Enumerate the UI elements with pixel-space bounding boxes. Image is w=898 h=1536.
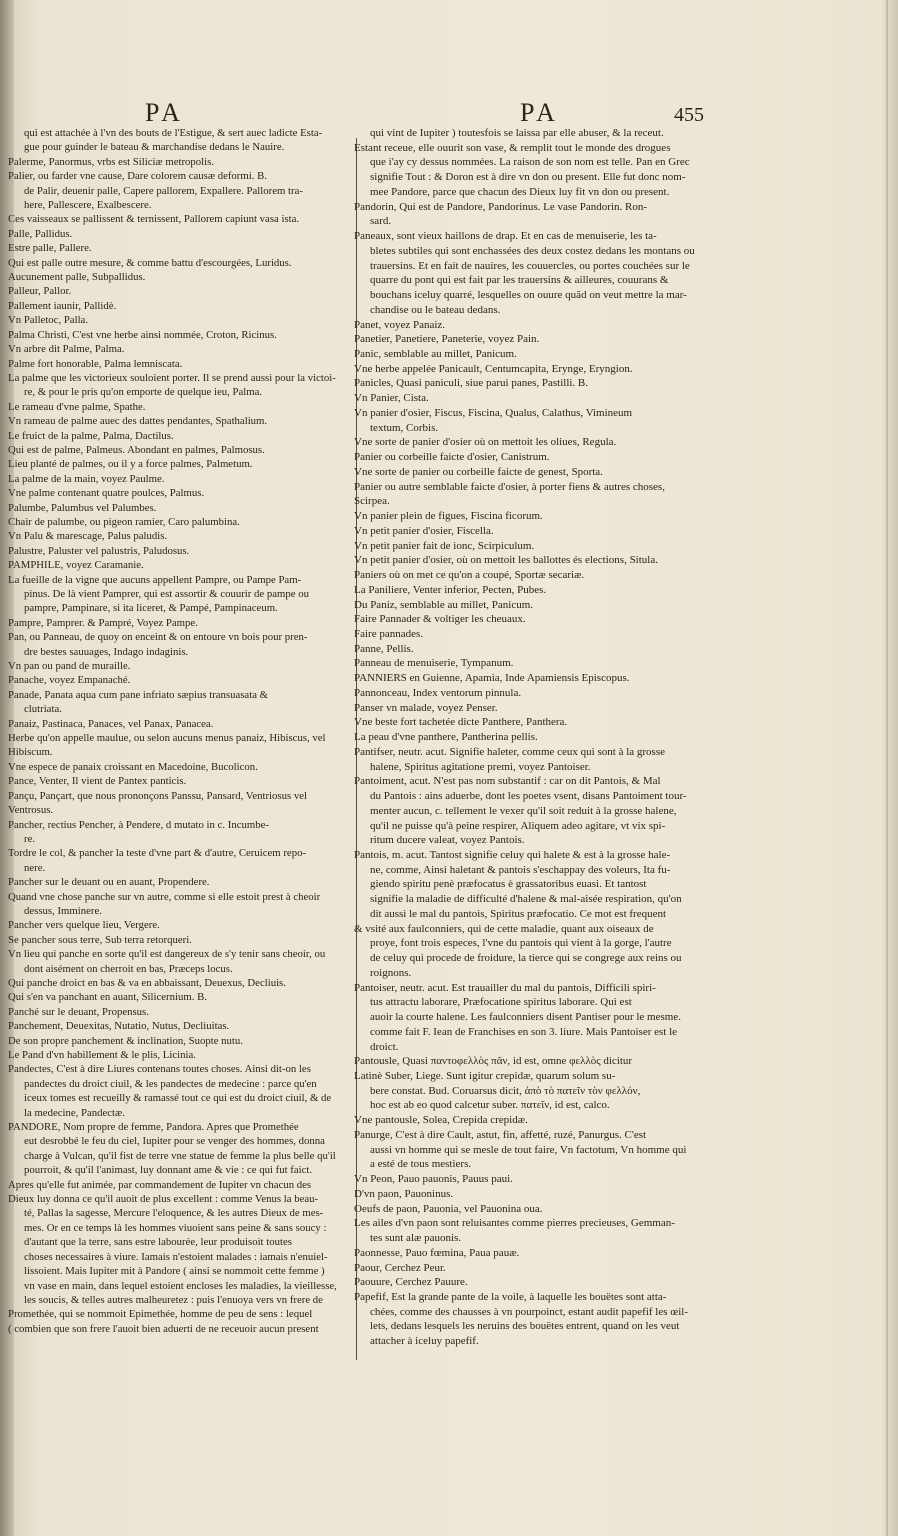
text-line: a esté de tous mestiers. (370, 1158, 472, 1171)
text-line: Du Paniz, semblable au millet, Panicum. (354, 598, 534, 611)
text-line: dit aussi le mal du pantois, Spiritus præfocatio. Ce mot est frequent (370, 907, 667, 920)
text-line: Pandectes, C'est à dire Liures contenans toutes choses. Ainsi dit-on les (8, 1063, 311, 1076)
text-line: signifie Tout : & Doron est à dire vn don ou present. Elle fut donc nom- (370, 171, 686, 184)
text-line: la medecine, Pandectæ. (24, 1106, 125, 1119)
left-column (8, 126, 368, 1336)
text-line: Ces vaisseaux se pallissent & ternissent, Pallorem capiunt vasa ista. (8, 213, 300, 226)
text-line: Vn rameau de palme auec des dattes pendantes, Spathalium. (8, 415, 268, 428)
text-line: Latinè Suber, Liege. Sunt igitur crepidæ, quarum solum su- (354, 1070, 616, 1082)
text-line: clutriata. (24, 703, 62, 716)
text-line: Chair de palumbe, ou pigeon ramier, Caro palumbina. (8, 515, 240, 528)
text-line: Panicles, Quasi paniculi, siue parui panes, Pastilli. B. (354, 377, 589, 390)
text-line: Vn panier plein de figues, Fiscina ficorum. (354, 510, 543, 523)
text-line: Pantois, m. acut. Tantost signifie celuy qui halete & est à la grosse hale- (354, 848, 671, 861)
text-line: Pantoiment, acut. N'est pas nom substantif : car on dit Pantois, & Mal (354, 775, 661, 788)
text-line: re, & pour le pris qu'on emporte de quelque ieu, Palma. (24, 386, 263, 399)
text-line: auoir la courte halene. Les faulconniers disent Pantiser pour le mesme. (370, 1011, 681, 1024)
text-line: Papefif, Est la grande pante de la voile, à laquelle les bouëtes sont atta- (354, 1291, 667, 1304)
text-line: pourroit, & qu'il l'animast, luy donnant ame & vie : ce qui fut faict. (24, 1164, 313, 1177)
text-line: Pan, ou Panneau, de quoy on enceint & on entoure vn bois pour pren- (8, 631, 308, 644)
text-line: PANDORE, Nom propre de femme, Pandora. Apres que Promethée (8, 1121, 299, 1134)
text-line: roignons. (370, 966, 412, 979)
text-line: textum, Corbis. (370, 421, 439, 434)
text-line: aussi vn homme qui se mesle de tout faire, Vn factotum, Vn homme qui (370, 1143, 687, 1156)
text-line: signifie la maladie de difficulté d'halene & mal-aisée respiration, qu'on (370, 893, 682, 906)
text-line: bouchans iceluy quarré, lesquelles on ouure quãd on veut mettre la mar- (370, 289, 687, 302)
right-column (354, 126, 714, 1349)
text-line: quarre du pont qui est fait par les trauersins & ailleures, couurans & (370, 274, 669, 287)
text-line: charge à Vulcan, qu'il fist de terre vne statue de femme la plus belle qu'il (24, 1149, 336, 1162)
text-line: Panne, Pellis. (354, 642, 414, 655)
text-line: Se pancher sous terre, Sub terra retorqueri. (8, 933, 192, 946)
text-line: Pallement iaunir, Pallidè. (8, 299, 117, 312)
text-line: Palleur, Pallor. (8, 285, 72, 298)
text-line: mes. Or en ce temps là les hommes viuoient sans peine & sans soucy : (24, 1221, 327, 1234)
text-line: Pantoiser, neutr. acut. Est trauailler du mal du pantois, Difficili spiri- (354, 981, 656, 994)
text-line: bere constat. Bud. Coruarsus dicit, ἀπὸ τὸ πατεῖν τὸν φελλόν, (370, 1084, 641, 1097)
text-line: hoc est ab eo quod calcetur suber. πατεῖν, id est, calco. (370, 1099, 610, 1112)
text-line: Qui s'en va panchant en auant, Silicernium. B. (8, 991, 207, 1004)
text-line: nere. (24, 861, 46, 874)
text-line: bletes subtiles qui sont enchassées des deux costez dedans les montans ou (370, 244, 695, 257)
page-number: 455 (674, 104, 704, 126)
text-line: Panché sur le deuant, Propensus. (8, 1005, 149, 1018)
text-line: Estre palle, Pallere. (8, 242, 92, 255)
text-line: comme fait F. Iean de Franchises en son 3. liure. Mais Pantoiser est le (370, 1025, 678, 1038)
text-line: de Palir, deuenir palle, Capere pallorem, Expallere. Pallorem tra- (24, 184, 303, 197)
text-line: Pançu, Pançart, que nous prononçons Panssu, Pansard, Ventriosus vel (8, 789, 307, 802)
text-line: & vsité aux faulconniers, qui de cette maladie, quant aux oiseaux de (354, 922, 654, 935)
text-line: Vne herbe appelée Panicault, Centumcapita, Eryngе, Eryngion. (354, 362, 633, 375)
text-line: qu'il ne puisse qu'à peine respirer, Aliquem adeo agitare, vt vix spi- (370, 819, 666, 832)
text-line: Vne sorte de panier ou corbeille faicte de genest, Sporta. (354, 465, 603, 478)
text-line: Qui panche droict en bas & va en abbaissant, Deuexus, Decliuis. (8, 976, 286, 989)
text-line: PAMPHILE, voyez Caramanie. (8, 559, 144, 572)
text-line: Vne beste fort tachetée dicte Panthere, Panthera. (354, 716, 568, 729)
text-line: Panser vn malade, voyez Penser. (354, 701, 498, 714)
text-line: Aucunement palle, Subpallidus. (8, 271, 146, 284)
text-line: Palier, ou farder vne cause, Dare colorem causæ deformi. B. (8, 170, 267, 183)
text-line: Panier ou autre semblable faicte d'osier, à porter fiens & autres choses, (354, 480, 665, 493)
text-line: ritum ducere valeat, voyez Pantois. (370, 834, 525, 847)
running-head-right: PA (520, 98, 559, 127)
text-line: Qui est palle outre mesure, & comme battu d'escourgées, Luridus. (8, 256, 292, 269)
text-line: ( combien que son frere l'auoit bien aduerti de ne receuoir aucun present (8, 1322, 319, 1335)
text-line: Vn petit panier d'osier, Fiscella. (354, 524, 494, 537)
text-line: La peau d'vne panthere, Pantherina pellis. (354, 731, 538, 744)
text-line: proye, font trois especes, l'vne du pantois qui vient à la gorge, l'autre (370, 937, 672, 950)
text-line: qui est attachée à l'vn des bouts de l'Estigue, & sert auec ladicte Esta- (24, 127, 323, 139)
text-line: Apres qu'elle fut animée, par commandement de Iupiter vn chacun des (8, 1178, 312, 1191)
text-line: trauersins. Et en fait de nauires, les couuercles, ou portes couchées sur le (370, 259, 690, 272)
text-line: chées, comme des chausses à vn pourpoinct, estant audit papefif les œil- (370, 1305, 688, 1318)
text-line: dre bestes sauuages, Indago indaginis. (24, 645, 189, 658)
text-line: Vne palme contenant quatre poulces, Palmus. (8, 487, 205, 500)
text-line: Pance, Venter, Il vient de Pantex panticis. (8, 775, 187, 788)
text-line: Quand vne chose panche sur vn autre, comme si elle estoit prest à cheoir (8, 890, 321, 903)
text-line: pinus. De là vient Pamprer, qui est assortir & couurir de pampe ou (24, 588, 309, 600)
text-line: Pancher sur le deuant ou en auant, Propendere. (8, 876, 210, 889)
text-line: pandectes du droict ciuil, & les pandectes de medecine : parce qu'en (24, 1077, 317, 1090)
text-line: gue pour guinder le bateau & marchandise dedans le Nauire. (24, 141, 285, 154)
text-line: Pantousle, Quasi παντοφελλὸς πᾶν, id est, omne φελλὸς dicitur (354, 1055, 633, 1068)
text-line: Pancher vers quelque lieu, Vergere. (8, 919, 160, 932)
text-line: Vne pantousle, Solea, Crepida crepidæ. (354, 1114, 528, 1127)
text-line: Vn Peon, Pauo pauonis, Pauus paui. (354, 1173, 513, 1186)
text-line: Ventrosus. (8, 804, 54, 817)
text-line: Vn Palletoc, Palla. (8, 314, 89, 327)
text-line: Paonnesse, Pauo fœmina, Paua pauæ. (354, 1246, 520, 1259)
text-line: lissoient. Mais Iupiter mit à Pandore ( ainsi se nommoit cette femme ) (24, 1265, 325, 1278)
text-line: ne, comme, Ainsi haletant & pantois s'eschappay des voleurs, Ita fu- (370, 863, 671, 876)
text-line: pampre, Pampinare, si ita liceret, & Pampé, Pampinaceum. (24, 602, 278, 615)
text-line: sard. (370, 215, 392, 228)
text-line: Faire pannades. (354, 627, 424, 640)
text-line: Pampre, Pamprer. & Pampré, Voyez Pampe. (8, 616, 198, 629)
text-line: d'autant que la terre, sans estre labourée, leur produisoit toutes (24, 1236, 292, 1249)
text-line: Palustre, Paluster vel palustris, Paludosus. (8, 544, 190, 557)
text-line: chandise ou le bateau dedans. (370, 303, 501, 316)
text-line: Panaiz, Pastinaca, Panaces, vel Panax, Panacea. (8, 717, 214, 730)
text-line: attacher à iceluy papefif. (370, 1335, 479, 1348)
text-line: qui vint de Iupiter ) toutesfois se laissa par elle abuser, & la receut. (370, 127, 664, 139)
text-line: La fueille de la vigne que aucuns appellent Pampre, ou Pampe Pam- (8, 573, 302, 586)
text-line: les soucis, & telles autres malheuretez : puis l'enuoya vers vn frere de (24, 1293, 323, 1306)
text-line: Dieux luy donna ce qu'il auoit de plus excellent : comme Venus la beau- (8, 1193, 319, 1206)
text-line: Paour, Cerchez Peur. (354, 1261, 446, 1274)
text-line: La Paniliere, Venter inferior, Pecten, Pubes. (354, 583, 547, 596)
text-line: Pannonceau, Index ventorum pinnula. (354, 686, 522, 699)
text-line: té, Pallas la sagesse, Mercure l'eloquence, & les autres Dieux de mes- (24, 1207, 324, 1220)
text-line: Herbe qu'on appelle maulue, ou selon aucuns menus panaiz, Hibiscus, vel (8, 732, 326, 745)
text-line: dont aisément on cherroit en bas, Præceps locus. (24, 962, 233, 975)
text-line: Le rameau d'vne palme, Spathe. (8, 400, 146, 413)
text-line: Panneau de menuiserie, Tympanum. (354, 657, 514, 670)
text-line: Hibiscum. (8, 746, 53, 759)
text-line: Vn petit panier fait de ionc, Scirpiculum. (354, 539, 535, 552)
text-line: Estant receue, elle ouurit son vase, & remplit tout le monde des drogues (354, 141, 671, 154)
text-line: Vne espece de panaix croissant en Macedoine, Bucolicon. (8, 760, 258, 773)
text-line: vn vase en main, dans lequel estoient encloses les maladies, la vieillesse, (24, 1279, 337, 1292)
text-line: Panade, Panata aqua cum pane infriato sæpius transuasata & (8, 688, 269, 701)
text-line: Pancher, rectius Pencher, à Pendere, d mutato in c. Incumbe- (8, 818, 269, 831)
text-line: Vne sorte de panier d'osier où on mettoit les oliues, Regula. (354, 436, 617, 449)
text-line: tes sunt alæ pauonis. (370, 1232, 462, 1245)
text-line: La palme de la main, voyez Paulme. (8, 472, 165, 485)
text-line: Paouure, Cerchez Pauure. (354, 1276, 468, 1289)
text-line: Oeufs de paon, Pauonia, vel Pauonina oua. (354, 1202, 543, 1215)
text-line: Panic, semblable au millet, Panicum. (354, 348, 517, 361)
text-line: Paniers où on met ce qu'on a coupé, Sportæ secariæ. (354, 569, 585, 582)
text-line: menter aucun, c. tellement le vexer qu'il soit reduit à la grosse halene, (370, 804, 677, 817)
text-line: Vn petit panier d'osier, où on mettoit les ballottes és elections, Situla. (354, 554, 658, 567)
text-line: Panet, voyez Panaiz. (354, 318, 446, 331)
text-line: Palma Christi, C'est vne herbe ainsi nommée, Croton, Ricinus. (8, 328, 277, 341)
text-line: Le Pand d'vn habillement & le plis, Licinia. (8, 1049, 196, 1061)
text-line: Palle, Pallidus. (8, 227, 73, 240)
text-line: Panurge, C'est à dire Cault, astut, fin, affetté, ruzé, Panurgus. C'est (354, 1128, 647, 1141)
text-line: Vn panier d'osier, Fiscus, Fiscina, Qualus, Calathus, Vimineum (354, 406, 633, 419)
text-line: tus attractu laborare, Præfocatione spiritus laborare. Qui est (370, 996, 632, 1009)
text-line: Palerme, Panormus, vrbs est Siliciæ metropolis. (8, 155, 215, 168)
text-line: du Pantois : ains aduerbe, dont les poetes vsent, disans Pantoiment tour- (370, 790, 687, 803)
text-line: Faire Pannader & voltiger les cheuaux. (354, 613, 526, 626)
text-line: iceux tomes est recueilly & ramassé tout ce qui est du droict ciuil, & de (24, 1092, 332, 1105)
text-line: Palme fort honorable, Palma lemniscata. (8, 357, 183, 370)
text-line: D'vn paon, Pauoninus. (354, 1187, 454, 1200)
text-line: Palumbe, Palumbus vel Palumbes. (8, 501, 157, 514)
text-line: here, Pallescere, Exalbescere. (24, 199, 152, 212)
text-line: lets, dedans lesquels les neruins des bouëtes entrent, quand on les veut (370, 1320, 680, 1333)
text-line: Qui est de palme, Palmeus. Abondant en palmes, Palmosus. (8, 443, 265, 456)
text-line: giendo spiritu penè præfocatus è grassatoribus euasi. Et tantost (370, 878, 647, 891)
text-line: Vn pan ou pand de muraille. (8, 660, 131, 673)
page-edge-shadow (880, 0, 898, 1536)
text-line: droict. (370, 1040, 399, 1053)
text-line: Les ailes d'vn paon sont reluisantes comme pierres precieuses, Gemman- (354, 1217, 675, 1230)
text-line: Vn Palu & marescage, Palus paludis. (8, 530, 168, 543)
text-line: Scirpea. (354, 495, 390, 508)
text-line: Le fruict de la palme, Palma, Dactilus. (8, 429, 174, 442)
text-line: Tordre le col, & pancher la teste d'vne part & d'autre, Ceruicem repo- (8, 847, 307, 860)
text-line: La palme que les victorieux souloient porter. Il se prend aussi pour la victoi- (8, 371, 336, 384)
text-line: Promethée, qui se nommoit Epimethée, homme de peu de sens : lequel (8, 1308, 313, 1321)
text-line: halene, Spiritus agitatione premi, voyez Pantoiser. (370, 760, 591, 773)
running-head-left: PA (145, 98, 184, 127)
text-line: Vn lieu qui panche en sorte qu'il est dangereux de s'y tenir sans cheoir, ou (8, 948, 326, 961)
text-line: De son propre panchement & inclination, Suopte nutu. (8, 1034, 243, 1047)
text-line: Vn Panier, Cista. (354, 392, 429, 405)
text-line: PANNIERS en Guienne, Apamia, Inde Apamiensis Episcopus. (354, 672, 630, 685)
text-line: mee Pandore, parce que chacun des Dieux luy fit vn don ou present. (370, 185, 670, 198)
text-line: Paneaux, sont vieux haillons de drap. Et en cas de menuiserie, les ta- (354, 230, 657, 243)
text-line: eut desrobbé le feu du ciel, Iupiter pour se venger des hommes, donna (24, 1135, 325, 1148)
text-line: Panier ou corbeille faicte d'osier, Canistrum. (354, 451, 550, 464)
text-line: Panchement, Deuexitas, Nutatio, Nutus, Decliuitas. (8, 1020, 230, 1033)
text-line: Pandorin, Qui est de Pandore, Pandorinus. Le vase Pandorin. Ron- (354, 200, 647, 213)
text-line: re. (24, 832, 36, 845)
text-line: que i'ay cy dessus nommées. La raison de son nom est telle. Pan en Grec (370, 156, 690, 169)
text-line: dessus, Imminere. (24, 904, 102, 917)
text-line: Panetier, Panetiere, Paneterie, voyez Pain. (354, 333, 540, 346)
text-line: Lieu planté de palmes, ou il y a force palmes, Palmetum. (8, 458, 253, 471)
text-line: de celuy qui procede de froidure, la tierce qui se congrege aux reins ou (370, 952, 682, 965)
text-line: choses necessaires à viure. Iamais n'estoient malades : iamais n'enuiel- (24, 1250, 328, 1263)
text-line: Pantifser, neutr. acut. Signifie haleter, comme ceux qui sont à la grosse (354, 745, 666, 758)
text-line: Vn arbre dit Palme, Palma. (8, 343, 125, 356)
text-line: Panache, voyez Empanaché. (8, 674, 131, 687)
